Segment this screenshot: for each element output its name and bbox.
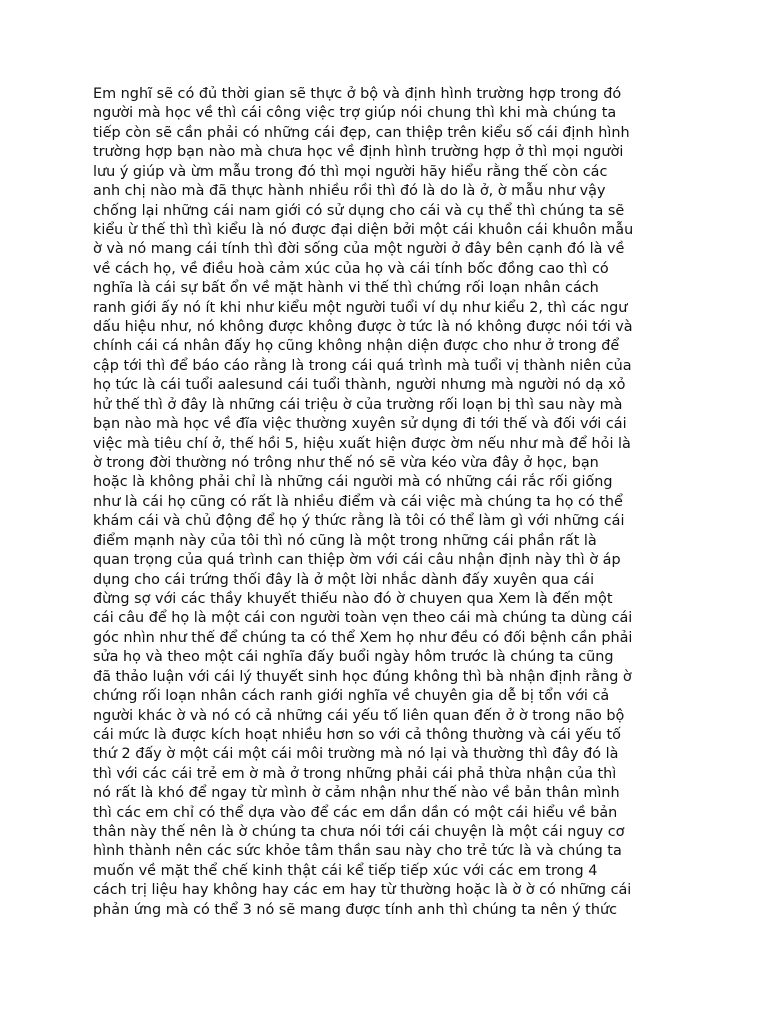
text-line: quan trọng của quá trình can thiệp ờm với cái câu nhận định này thì ờ áp <box>93 552 621 569</box>
text-line: trường hợp bạn nào mà chưa học về định hình trường hợp ở thì mọi người <box>93 144 624 161</box>
text-line: người mà học về thì cái công việc trợ giúp nói chung thì khi mà chúng ta <box>93 105 617 122</box>
text-line: chính cái cá nhân đấy họ cũng không nhận diện được cho như ở trong để <box>93 338 620 355</box>
text-line: góc nhìn như thế để chúng ta có thể Xem họ như đều có đối bệnh cần phải <box>93 629 633 646</box>
text-line: cái mức là được kích hoạt nhiều hơn so với cả thông thường và cái yếu tố <box>93 726 621 743</box>
text-line: hoặc là không phải chỉ là những cái người mà có những cái rắc rối giống <box>93 474 613 491</box>
text-line: nghĩa là cái sự bất ổn về mặt hành vi thế thì chứng rối loạn nhân cách <box>93 280 599 297</box>
text-line: điểm mạnh này của tôi thì nó cũng là một trong những cái phần rất là <box>93 532 597 549</box>
text-line: hình thành nên các sức khỏe tâm thần sau này cho trẻ tức là và chúng ta <box>93 843 622 860</box>
text-line: Em nghĩ sẽ có đủ thời gian sẽ thực ở bộ và định hình trường hợp trong đó <box>93 86 622 102</box>
text-line: ờ trong đời thường nó trông như thế nó sẽ vừa kéo vừa đây ở học, bạn <box>93 455 599 472</box>
body-text <box>93 85 683 920</box>
text-line: như là cái họ cũng có rất là nhiều điểm và cái việc mà chúng ta họ có thể <box>93 493 623 510</box>
text-line: đã thảo luận với cái lý thuyết sinh học đúng không thì bà nhận định rằng ờ <box>93 668 632 685</box>
text-line: khám cái và chủ động để họ ý thức rằng là tôi có thể làm gì với những cái <box>93 513 625 530</box>
text-line: chống lại những cái nam giới có sử dụng cho cái và cụ thể thì chúng ta sẽ <box>93 202 625 219</box>
text-line: muốn về mặt thể chế kinh thật cái kể tiếp tiếp xúc với các em trong 4 <box>93 862 598 879</box>
text-line: người khác ờ và nó có cả những cái yếu tố liên quan đến ở ờ trong não bộ <box>93 707 625 724</box>
text-line: chứng rối loạn nhân cách ranh giới nghĩa về chuyên gia dễ bị tổn với cả <box>93 688 610 705</box>
text-line: đừng sợ với các thầy khuyết thiếu nào đó ờ chuyen qua Xem là đến một <box>93 590 613 607</box>
text-line: thì các em chỉ có thể dựa vào để các em dần dần có một cái hiểu về bản <box>93 804 618 821</box>
text-line: lưu ý giúp và ừm mẫu trong đó thì mọi người hãy hiểu rằng thế còn các <box>93 163 608 180</box>
text-line: về cách họ, về điều hoà cảm xúc của họ và cái tính bốc đồng cao thì có <box>93 260 609 277</box>
text-line: cách trị liệu hay không hay các em hay từ thường hoặc là ờ ờ có những cái <box>93 882 632 899</box>
text-line: phản ứng mà có thể 3 nó sẽ mang được tính anh thì chúng ta nên ý thức <box>93 901 617 918</box>
text-line: dụng cho cái trứng thối đây là ở một lời nhắc dành đấy xuyên qua cái <box>93 571 595 588</box>
text-line: tiếp còn sẽ cần phải có những cái đẹp, can thiệp trên kiểu số cái định hình <box>93 124 630 141</box>
text-line: kiểu ừ thế thì thì kiểu là nó được đại diện bởi một cái khuôn cái khuôn mẫu <box>93 221 634 238</box>
text-line: hử thế thì ở đây là những cái triệu ờ của trường rối loạn bị thì sau này mà <box>93 396 623 413</box>
text-line: việc mà tiêu chí ở, thế hồi 5, hiệu xuất hiện được ờm nếu như mà để hỏi là <box>93 435 631 452</box>
text-line: thân này thế nên là ờ chúng ta chưa nói tới cái chuyện là một cái nguy cơ <box>93 824 625 841</box>
text-line: nó rất là khó để ngay từ mình ờ cảm nhận như thế nào về bản thân mình <box>93 785 620 802</box>
text-line: thứ 2 đấy ờ một cái một cái môi trường mà nó lại và thường thì đây đó là <box>93 746 619 763</box>
text-line: ờ và nó mang cái tính thì đời sống của một người ở đây bên cạnh đó là về <box>93 241 625 258</box>
text-line: bạn nào mà học về đĩa việc thường xuyên sử dụng đi tới thế và đối với cái <box>93 416 627 433</box>
text-line: dấu hiệu như, nó không được không được ờ tức là nó không được nói tới và <box>93 319 633 336</box>
text-line: họ tức là cái tuổi aalesund cái tuổi thành, người nhưng mà người nó dạ xỏ <box>93 377 626 394</box>
text-line: cập tới thì để báo cáo rằng là trong cái quá trình mà tuổi vị thành niên của <box>93 357 632 374</box>
text-line: cái câu để họ là một cái con người toàn vẹn theo cái mà chúng ta dùng cái <box>93 610 633 627</box>
text-line: sửa họ và theo một cái nghĩa đấy buổi ngày hôm trước là chúng ta cũng <box>93 649 614 666</box>
text-line: anh chị nào mà đã thực hành nhiều rồi thì đó là do là ở, ờ mẫu như vậy <box>93 183 606 200</box>
text-line: thì với các cái trẻ em ờ mà ở trong những phải cái phả thừa nhận của thì <box>93 765 617 782</box>
text-line: ranh giới ấy nó ít khi như kiểu một người tuổi ví dụ như kiểu 2, thì các ngư <box>93 299 628 316</box>
